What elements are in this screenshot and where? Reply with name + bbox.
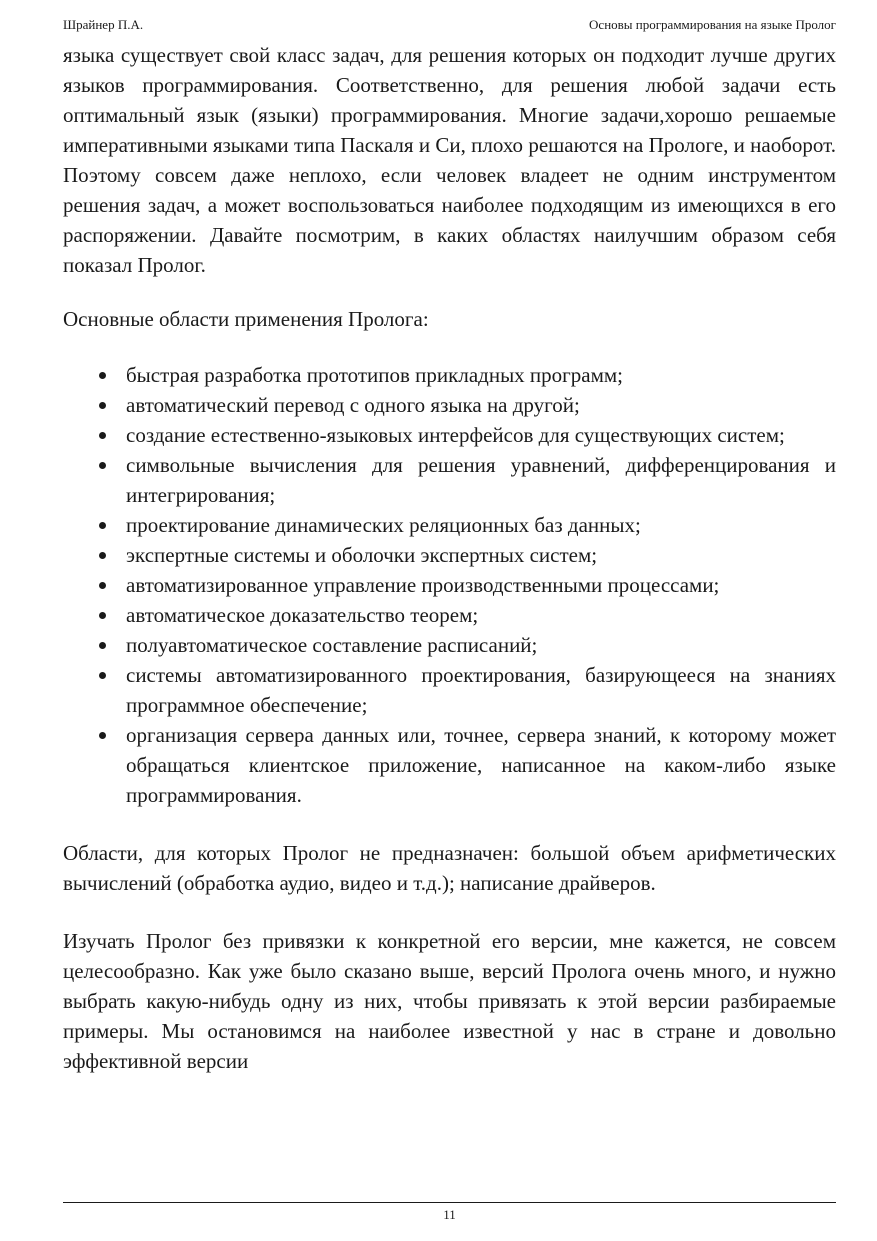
not-for-paragraph: Области, для которых Пролог не предназначен: большой объем арифметических вычислений (обработка аудио, видео и т.д.); написание драйверов. [63,841,836,895]
bullet-icon [99,462,106,469]
list-heading: Основные области применения Пролога: [63,307,429,331]
page-number: 11 [443,1207,456,1222]
list-item [63,360,836,390]
list-item-text: автоматический перевод с одного языка на другой; [126,393,580,417]
bullet-icon [99,642,106,649]
list-item-text: автоматическое доказательство теорем; [126,603,479,627]
list-item-text: создание естественно-языковых интерфейсов для существующих систем; [126,423,785,447]
versions-paragraph: Изучать Пролог без привязки к конкретной его версии, мне кажется, не совсем целесообразно. Как уже было сказано выше, версий Пролога очень много, и нужно выбрать какую-нибудь одну из них, чтобы привязать к этой версии разбираемые примеры. Мы остановимся на наиболее известной у нас в стране и довольно эффективной версии [63,929,836,1073]
bullet-icon [99,522,106,529]
running-header [63,16,836,34]
list-item [63,630,836,660]
list-item-text: полуавтоматическое составление расписаний; [126,633,538,657]
bullet-icon [99,402,106,409]
header-title: Основы программирования на языке Пролог [589,17,836,32]
bullet-icon [99,582,106,589]
footer-divider [63,1202,836,1203]
list-item [63,540,836,570]
list-item-text: быстрая разработка прототипов прикладных программ; [126,363,624,387]
list-item [63,720,836,810]
bullet-icon [99,432,106,439]
bullet-icon [99,552,106,559]
intro-paragraph: языка существует свой класс задач, для решения которых он подходит лучше других языков программирования. Соответственно, для решения любой задачи есть оптимальный язык (языки) программирования. Многие задачи,хорошо решаемые императивными языками типа Паскаля и Си, плохо решаются на Прологе, и наоборот. Поэтому совсем даже неплохо, если человек владеет не одним инструментом решения задач, а может воспользоваться наиболее подходящим из имеющихся в его распоряжении. Давайте посмотрим, в каких областях наилучшим образом себя показал Пролог. [63,43,836,277]
list-item [63,660,836,720]
header-author: Шрайнер П.А. [63,17,144,32]
bullet-icon [99,372,106,379]
bullet-icon [99,672,106,679]
list-item-text: проектирование динамических реляционных баз данных; [126,513,641,537]
list-item [63,510,836,540]
list-item [63,450,836,510]
page-content [63,40,836,1076]
list-item [63,570,836,600]
list-item-text: организация сервера данных или, точнее, сервера знаний, к которому может обращаться клиентское приложение, написанное на каком-либо языке программирования. [126,723,836,807]
bullet-icon [99,732,106,739]
list-item [63,390,836,420]
document-page [63,0,836,1241]
list-item [63,420,836,450]
applications-list [63,360,836,810]
bullet-icon [99,612,106,619]
list-item-text: символьные вычисления для решения уравнений, дифференцирования и интегрирования; [126,453,836,507]
list-item-text: системы автоматизированного проектирования, базирующееся на знаниях программное обеспечение; [126,663,836,717]
list-item-text: экспертные системы и оболочки экспертных систем; [126,543,598,567]
list-item [63,600,836,630]
list-item-text: автоматизированное управление производственными процессами; [126,573,720,597]
